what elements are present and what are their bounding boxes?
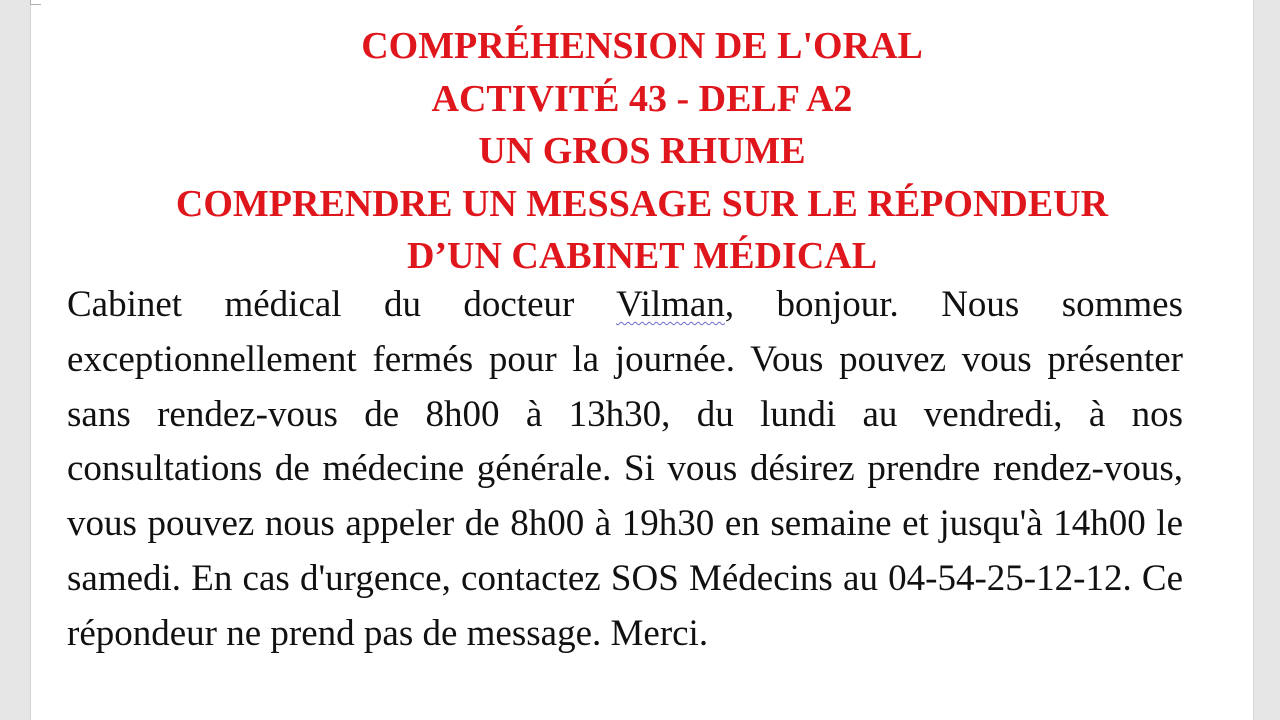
transcript-text-rest: , bonjour. Nous sommes exceptionnellement fermés pour la journée. Vous pouvez vous présenter sans rendez-vous de 8h00 à 13h30, du lundi au vendredi, à nos consultations de médecine générale. Si vous désirez prendre rendez-vous, vous pouvez nous appeler de 8h00 à 19h30 en semaine et jusqu'à 14h00 le samedi. En cas d'urgence, contactez SOS Médecins au 04-54-25-12-12. Ce répondeur ne prend pas de message. Merci.: [67, 284, 1184, 654]
heading-line-5: D’UN CABINET MÉDICAL: [406, 235, 878, 277]
page-corner-mark: [30, 0, 41, 5]
transcript-paragraph: [67, 278, 1183, 662]
heading-line-2: ACTIVITÉ 43 - DELF A2: [431, 77, 853, 120]
heading-line-3: UN GROS RHUME: [478, 130, 806, 172]
heading-line-1: COMPRÉHENSION DE L'ORAL: [361, 25, 923, 67]
document-page: [30, 0, 1254, 720]
transcript-text-start: Cabinet médical du docteur: [67, 284, 617, 325]
heading-line-4: COMPRENDRE UN MESSAGE SUR LE RÉPONDEUR: [175, 182, 1109, 225]
doctor-name-misspelled: Vilman: [616, 284, 725, 325]
document-heading: [31, 20, 1253, 283]
